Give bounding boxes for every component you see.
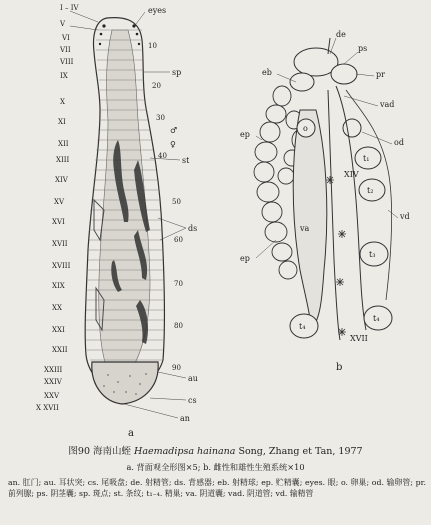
label-au: au bbox=[188, 374, 198, 383]
annulus-number: 70 bbox=[174, 280, 183, 288]
segment-label: VI bbox=[62, 34, 70, 42]
label-sp: sp bbox=[172, 68, 182, 77]
label-ep-upper: ep bbox=[240, 130, 250, 139]
label-ps: ps bbox=[358, 44, 368, 53]
segment-label: IX bbox=[60, 72, 68, 80]
segment-label: X XVII bbox=[36, 404, 59, 412]
label-t1: t₁ bbox=[363, 154, 370, 163]
annulus-number: 50 bbox=[172, 198, 181, 206]
segment-label: XV bbox=[54, 198, 65, 206]
annulus-number: 10 bbox=[148, 42, 157, 50]
label-female: ♀ bbox=[170, 140, 176, 149]
segment-label: XXI bbox=[52, 326, 65, 334]
label-de: de bbox=[336, 30, 346, 39]
segment-label: XI bbox=[58, 118, 66, 126]
figure-caption-legend: an. 肛门; au. 耳状突; cs. 尾吸盘; de. 射精管; ds. 背感器; eb. 射精球; ep. 贮精囊; eyes. 眼; o. 卵巢; od. 输卵管; pr. 前列腺; ps. 阴茎囊; sp. 斑点; st. 条纹; t₁₋₄. 精巢; va. 阴道囊; vad. 阴道管; vd. 输精管 bbox=[8, 478, 426, 498]
panel-a-sublabel: a bbox=[128, 428, 134, 439]
label-t3: t₃ bbox=[369, 250, 376, 259]
annulus-number: 90 bbox=[172, 364, 181, 372]
segment-label: VIII bbox=[60, 58, 74, 66]
panel-b-sublabel: b bbox=[336, 362, 343, 373]
figure-caption-title bbox=[0, 443, 431, 457]
segment-label: X bbox=[60, 98, 65, 106]
label-vd: vd bbox=[400, 212, 410, 221]
annulus-number: 20 bbox=[152, 82, 161, 90]
label-ep-lower: ep bbox=[240, 254, 250, 263]
label-st: st bbox=[182, 156, 190, 165]
annulus-number: 80 bbox=[174, 322, 183, 330]
label-t4-right: t₄ bbox=[373, 314, 380, 323]
segment-label: XXIV bbox=[44, 378, 62, 386]
caption-species: Haemadipsa hainana bbox=[134, 446, 236, 457]
segment-label: XVII bbox=[52, 240, 68, 248]
label-od: od bbox=[394, 138, 404, 147]
label-o: o bbox=[303, 124, 308, 133]
label-xvii: XVII bbox=[350, 334, 368, 343]
label-an: an bbox=[180, 414, 190, 423]
label-cs: cs bbox=[188, 396, 197, 405]
segment-label: XXIII bbox=[44, 366, 63, 374]
segment-label: XIX bbox=[52, 282, 65, 290]
annulus-number: 30 bbox=[156, 114, 165, 122]
segment-label: XVI bbox=[52, 218, 65, 226]
segment-label: XXII bbox=[52, 346, 68, 354]
segment-label: XIV bbox=[55, 176, 68, 184]
segment-label: V bbox=[60, 20, 66, 28]
caption-title-suffix: Song, Zhang et Tan, 1977 bbox=[235, 446, 363, 457]
label-vad: vad bbox=[380, 100, 395, 109]
label-male: ♂ bbox=[170, 126, 178, 135]
annulus-number: 60 bbox=[174, 236, 183, 244]
annulus-number: 40 bbox=[158, 152, 167, 160]
caption-title-prefix: 图90 海南山蛭 bbox=[68, 446, 135, 457]
segment-label: XX bbox=[52, 304, 62, 312]
label-eb: eb bbox=[262, 68, 272, 77]
label-pr: pr bbox=[376, 70, 385, 79]
figure-caption-subtitle: a. 背面观全形图×5; b. 雌性和雄性生殖系统×10 bbox=[126, 462, 305, 472]
label-t2: t₂ bbox=[367, 186, 374, 195]
label-xiv: XIV bbox=[344, 170, 359, 179]
label-t4-left: t₄ bbox=[299, 322, 306, 331]
segment-label: XII bbox=[58, 140, 69, 148]
segment-label: XXV bbox=[44, 392, 60, 400]
segment-label: XIII bbox=[56, 156, 70, 164]
segment-label: XVIII bbox=[52, 262, 71, 270]
label-ds: ds bbox=[188, 224, 198, 233]
segment-label: I – IV bbox=[60, 4, 79, 12]
label-eyes: eyes bbox=[148, 6, 167, 15]
segment-label: VII bbox=[60, 46, 71, 54]
label-va: va bbox=[300, 224, 310, 233]
